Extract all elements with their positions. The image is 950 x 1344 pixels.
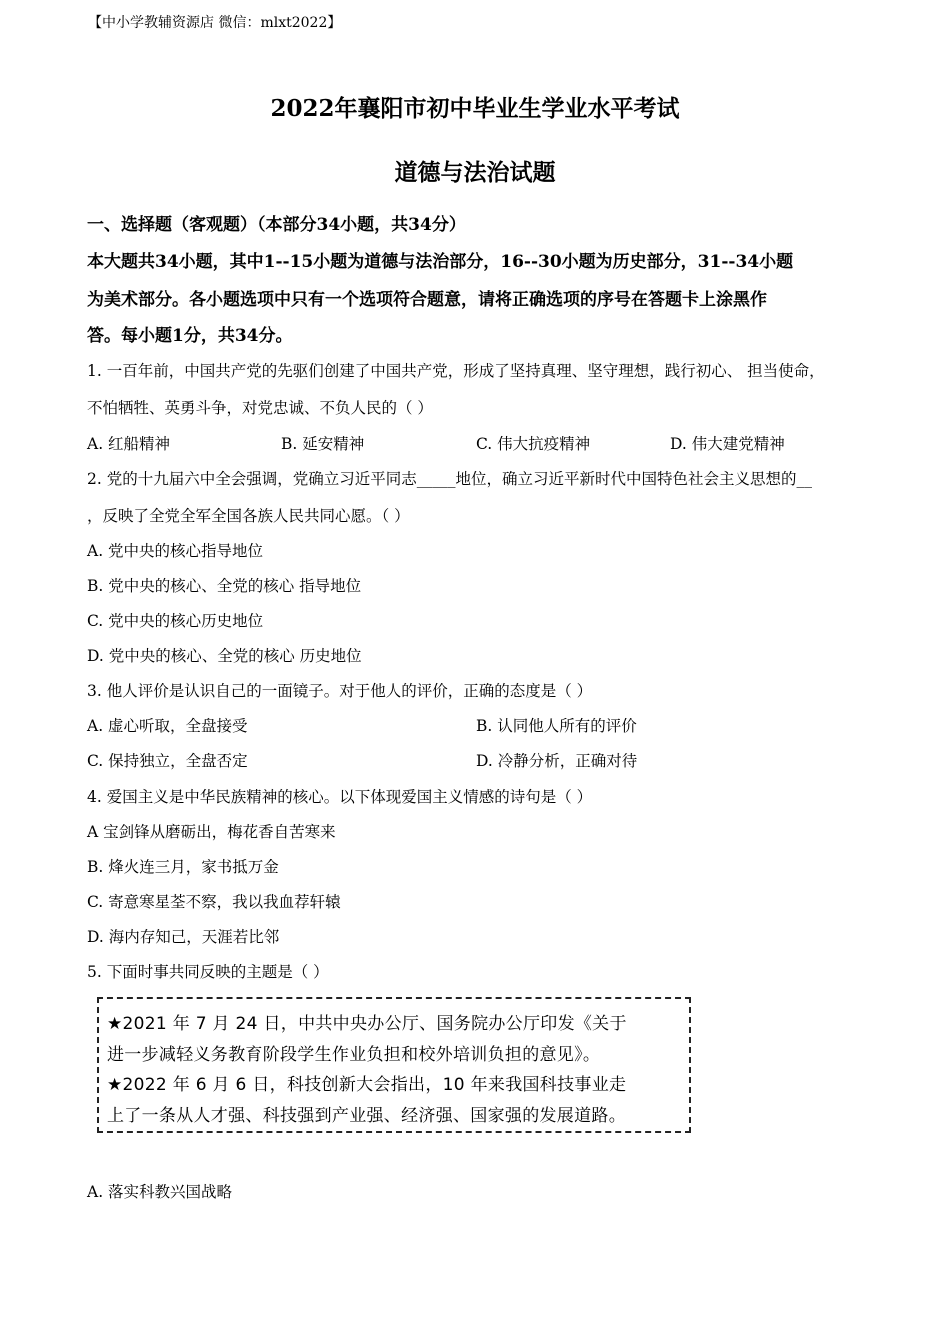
question-1-option-d: D. 伟大建党精神 [670,435,785,453]
news-line: ★2021 年 7 月 24 日，中共中央办公厅、国务院办公厅印发《关于 [107,1014,627,1034]
question-2-stem: 2. 党的十九届六中全会强调，党确立习近平同志_____地位，确立习近平新时代中国特色社会主义思想的__ [87,470,812,488]
question-2-option-d: D. 党中央的核心、全党的核心 历史地位 [87,647,362,665]
news-line: ★2022 年 6 月 6 日，科技创新大会指出，10 年来我国科技事业走 [107,1075,627,1095]
question-3-option-c: C. 保持独立，全盘否定 [87,752,248,770]
news-line: 进一步减轻义务教育阶段学生作业负担和校外培训负担的意见》。 [107,1044,601,1065]
question-1-stem: 1. 一百年前，中国共产党的先驱们创建了中国共产党，形成了坚持真理、坚守理想，践行初心、 担当使命， [87,362,825,380]
instruction-line: 为美术部分。各小题选项中只有一个选项符合题意，请将正确选项的序号在答题卡上涂黑作 [87,290,767,310]
question-3-option-d: D. 冷静分析，正确对待 [476,752,638,770]
exam-subtitle: 道德与法治试题 [394,159,556,186]
question-2-stem: ，反映了全党全军全国各族人民共同心愿。（ ） [87,507,410,525]
question-4-option-a: A 宝剑锋从磨砺出，梅花香自苦寒来 [87,823,336,841]
instruction-line: 本大题共34小题，其中1--15小题为道德与法治部分，16--30小题为历史部分，31--34小题 [87,252,794,272]
question-1-option-c: C. 伟大抗疫精神 [476,435,591,453]
question-4-option-b: B. 烽火连三月，家书抵万金 [87,858,279,876]
question-4-stem: 4. 爱国主义是中华民族精神的核心。以下体现爱国主义情感的诗句是（ ） [87,788,593,806]
watermark: 【中小学教辅资源店 微信：mlxt2022】 [88,15,342,31]
question-2-option-a: A. 党中央的核心指导地位 [87,542,264,560]
question-4-option-c: C. 寄意寒星荃不察，我以我血荐轩辕 [87,893,341,911]
section-heading: 一、选择题（客观题）（本部分34小题，共34分） [87,215,466,235]
question-3-option-a: A. 虚心听取，全盘接受 [87,717,248,735]
exam-title: 2022年襄阳市初中毕业生学业水平考试 [270,95,680,122]
news-line: 上了一条从人才强、科技强到产业强、经济强、国家强的发展道路。 [107,1105,626,1126]
question-1-option-a: A. 红船精神 [87,435,171,453]
question-2-option-c: C. 党中央的核心历史地位 [87,612,264,630]
question-3-stem: 3. 他人评价是认识自己的一面镜子。对于他人的评价，正确的态度是（ ） [87,682,593,700]
question-3-option-b: B. 认同他人所有的评价 [476,717,637,735]
instruction-line: 答。每小题1分，共34分。 [87,326,293,346]
question-5-stem: 5. 下面时事共同反映的主题是（ ） [87,963,329,981]
question-1-stem: 不怕牺牲、英勇斗争，对党忠诚、不负人民的（ ） [87,399,433,417]
question-4-option-d: D. 海内存知己，天涯若比邻 [87,928,280,946]
question-1-option-b: B. 延安精神 [281,435,365,453]
question-5-option-a: A. 落实科教兴国战略 [87,1183,233,1201]
news-excerpt-box [97,997,691,1133]
question-2-option-b: B. 党中央的核心、全党的核心 指导地位 [87,577,362,595]
